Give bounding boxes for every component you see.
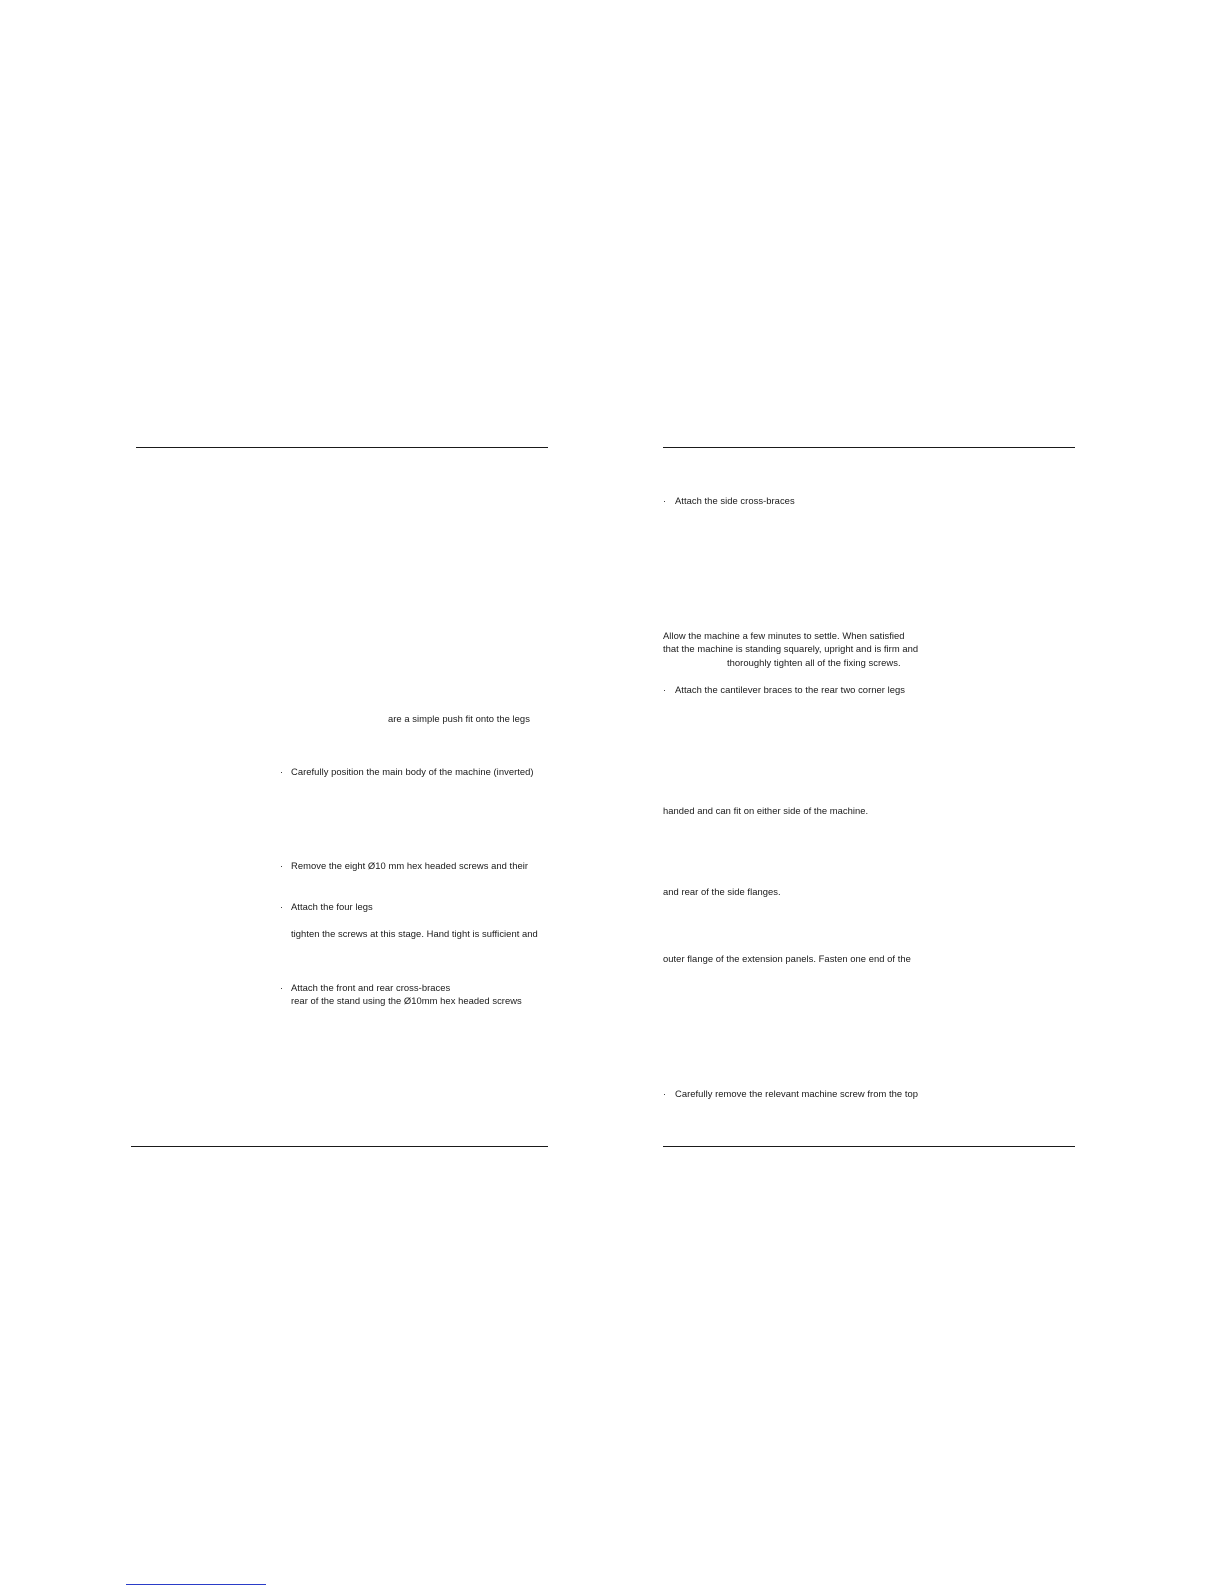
right-bullet-side-braces: · [663, 496, 666, 506]
left-line-remove-screws: Remove the eight Ø10 mm hex headed screws and their [291, 860, 529, 871]
left-line-attach-legs: Attach the four legs [291, 901, 373, 912]
right-bullet-remove-screw: · [663, 1089, 666, 1099]
left-line-rear-stand: rear of the stand using the Ø10mm hex headed screws [291, 995, 522, 1006]
left-line-tighten: tighten the screws at this stage. Hand tight is sufficient and [291, 928, 538, 939]
right-line-side-braces: Attach the side cross-braces [675, 495, 795, 506]
left-bullet-remove: · [280, 861, 283, 871]
right-page-top-rule [663, 447, 1075, 448]
right-line-side-flanges: and rear of the side flanges. [663, 886, 781, 897]
left-page-top-rule [136, 447, 548, 448]
left-bullet-legs: · [280, 902, 283, 912]
left-page-bottom-rule [131, 1146, 548, 1147]
right-line-standing-squarely: that the machine is standing squarely, upright and is firm and [663, 643, 919, 654]
left-bullet-position: · [280, 767, 283, 777]
right-line-handed: handed and can fit on either side of the machine. [663, 805, 869, 816]
right-line-settle: Allow the machine a few minutes to settle. When satisfied [663, 630, 905, 641]
right-page-bottom-rule [663, 1146, 1075, 1147]
right-line-outer-flange: outer flange of the extension panels. Fasten one end of the [663, 953, 911, 964]
left-line-front-rear-braces: Attach the front and rear cross-braces [291, 982, 451, 993]
right-line-remove-screw: Carefully remove the relevant machine screw from the top [675, 1088, 919, 1099]
left-bullet-cross-braces: · [280, 983, 283, 993]
right-line-tighten-all: thoroughly tighten all of the fixing screws. [727, 657, 901, 668]
right-line-cantilever: Attach the cantilever braces to the rear two corner legs [675, 684, 905, 695]
right-bullet-cantilever: · [663, 685, 666, 695]
left-line-position-body: Carefully position the main body of the machine (inverted) [291, 766, 534, 777]
left-line-push-fit: are a simple push fit onto the legs [388, 713, 530, 724]
